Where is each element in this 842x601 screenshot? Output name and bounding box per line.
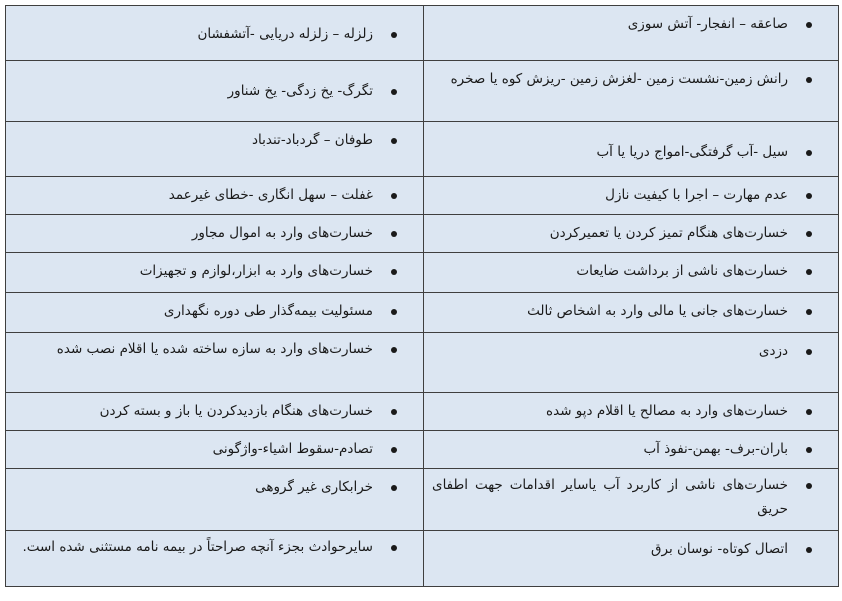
bullet-icon xyxy=(806,77,812,83)
cell-text: تصادم-سقوط اشیاء-واژگونی xyxy=(212,441,373,457)
cell-text: سیل -آب گرفتگی-امواج دریا یا آب xyxy=(596,144,788,160)
table-row xyxy=(6,293,839,333)
bullet-icon xyxy=(391,231,397,237)
bullet-icon xyxy=(391,485,397,491)
table-row xyxy=(6,431,839,469)
bullet-icon xyxy=(806,547,812,553)
bullet-icon xyxy=(391,269,397,275)
cell-text: مسئولیت بیمه‌گذار طی دوره نگهداری xyxy=(163,303,373,319)
bullet-icon xyxy=(391,447,397,453)
table-row xyxy=(6,333,839,393)
bullet-icon xyxy=(806,447,812,453)
table-cell-left xyxy=(6,253,424,293)
table-cell-left xyxy=(6,61,424,122)
bullet-icon xyxy=(806,193,812,199)
cell-text: خسارت‌های هنگام تمیز کردن یا تعمیرکردن xyxy=(549,225,788,241)
bullet-icon xyxy=(391,89,397,95)
table-cell-right xyxy=(424,6,839,61)
bullet-icon xyxy=(806,22,812,28)
cell-text: غفلت – سهل انگاری -خطای غیرعمد xyxy=(168,187,373,203)
cell-text: خسارت‌های هنگام بازدیدکردن یا باز و بسته کردن xyxy=(99,403,373,419)
cell-text: خسارت‌های وارد به مصالح یا اقلام دپو شده xyxy=(546,403,788,419)
cell-text: باران-برف- بهمن-نفوذ آب xyxy=(643,441,788,457)
table-row xyxy=(6,469,839,531)
table-row xyxy=(6,253,839,293)
table-cell-right xyxy=(424,122,839,177)
cell-text: خسارت‌های وارد به ابزار،لوازم و تجهیزات xyxy=(139,263,373,279)
table-cell-right xyxy=(424,469,839,531)
cell-text: خسارت‌های ناشی از کاربرد آب یاسایر اقدامات جهت اطفای حریق xyxy=(432,477,788,517)
bullet-icon xyxy=(806,231,812,237)
bullet-icon xyxy=(391,138,397,144)
cell-text: زلزله – زلزله دریایی -آتشفشان xyxy=(197,26,373,42)
cell-text: سایرحوادث بجزء آنچه صراحتاً در بیمه نامه مستثنی شده است. xyxy=(22,539,373,555)
bullet-icon xyxy=(806,349,812,355)
bullet-icon xyxy=(391,409,397,415)
table-row xyxy=(6,177,839,215)
cell-text: صاعقه – انفجار- آتش سوزی xyxy=(627,16,788,32)
table-cell-right xyxy=(424,431,839,469)
table-cell-right xyxy=(424,293,839,333)
table-row xyxy=(6,122,839,177)
table-cell-left xyxy=(6,293,424,333)
table-cell-right xyxy=(424,393,839,431)
table-cell-right xyxy=(424,333,839,393)
bullet-icon xyxy=(391,309,397,315)
table-cell-left xyxy=(6,531,424,587)
table-cell-right xyxy=(424,253,839,293)
cell-text: رانش زمین-نشست زمین -لغزش زمین -ریزش کوه یا صخره xyxy=(450,71,788,87)
cell-text: خسارت‌های وارد به سازه ساخته شده یا اقلام نصب شده xyxy=(56,341,373,357)
table-cell-right xyxy=(424,177,839,215)
bullet-icon xyxy=(806,409,812,415)
table-row xyxy=(6,393,839,431)
cell-text: تگرگ- یخ زدگی- یخ شناور xyxy=(227,83,373,99)
cell-text: خسارت‌های وارد به اموال مجاور xyxy=(191,225,373,241)
cell-text: طوفان – گردباد-تندباد xyxy=(252,132,373,148)
table-cell-left xyxy=(6,215,424,253)
table-cell-right xyxy=(424,531,839,587)
bullet-icon xyxy=(391,193,397,199)
risk-coverage-table xyxy=(5,5,839,587)
bullet-icon xyxy=(391,347,397,353)
table-cell-left xyxy=(6,177,424,215)
table-row xyxy=(6,215,839,253)
cell-text: اتصال کوتاه- نوسان برق xyxy=(651,541,788,557)
bullet-icon xyxy=(806,269,812,275)
bullet-icon xyxy=(391,545,397,551)
cell-text: خرابکاری غیر گروهی xyxy=(255,479,373,495)
table-row xyxy=(6,531,839,587)
cell-text: دزدی xyxy=(758,343,788,359)
table-row xyxy=(6,61,839,122)
cell-text: خسارت‌های ناشی از برداشت ضایعات xyxy=(576,263,788,279)
table-cell-left xyxy=(6,393,424,431)
cell-text: عدم مهارت – اجرا با کیفیت نازل xyxy=(605,187,788,203)
bullet-icon xyxy=(391,32,397,38)
table-cell-left xyxy=(6,431,424,469)
bullet-icon xyxy=(806,150,812,156)
table-cell-right xyxy=(424,61,839,122)
bullet-icon xyxy=(806,483,812,489)
table-cell-left xyxy=(6,333,424,393)
table-cell-left xyxy=(6,122,424,177)
table-cell-left xyxy=(6,6,424,61)
table-row xyxy=(6,6,839,61)
table-cell-right xyxy=(424,215,839,253)
bullet-icon xyxy=(806,309,812,315)
cell-text: خسارت‌های جانی یا مالی وارد به اشخاص ثالث xyxy=(527,303,788,319)
table-cell-left xyxy=(6,469,424,531)
